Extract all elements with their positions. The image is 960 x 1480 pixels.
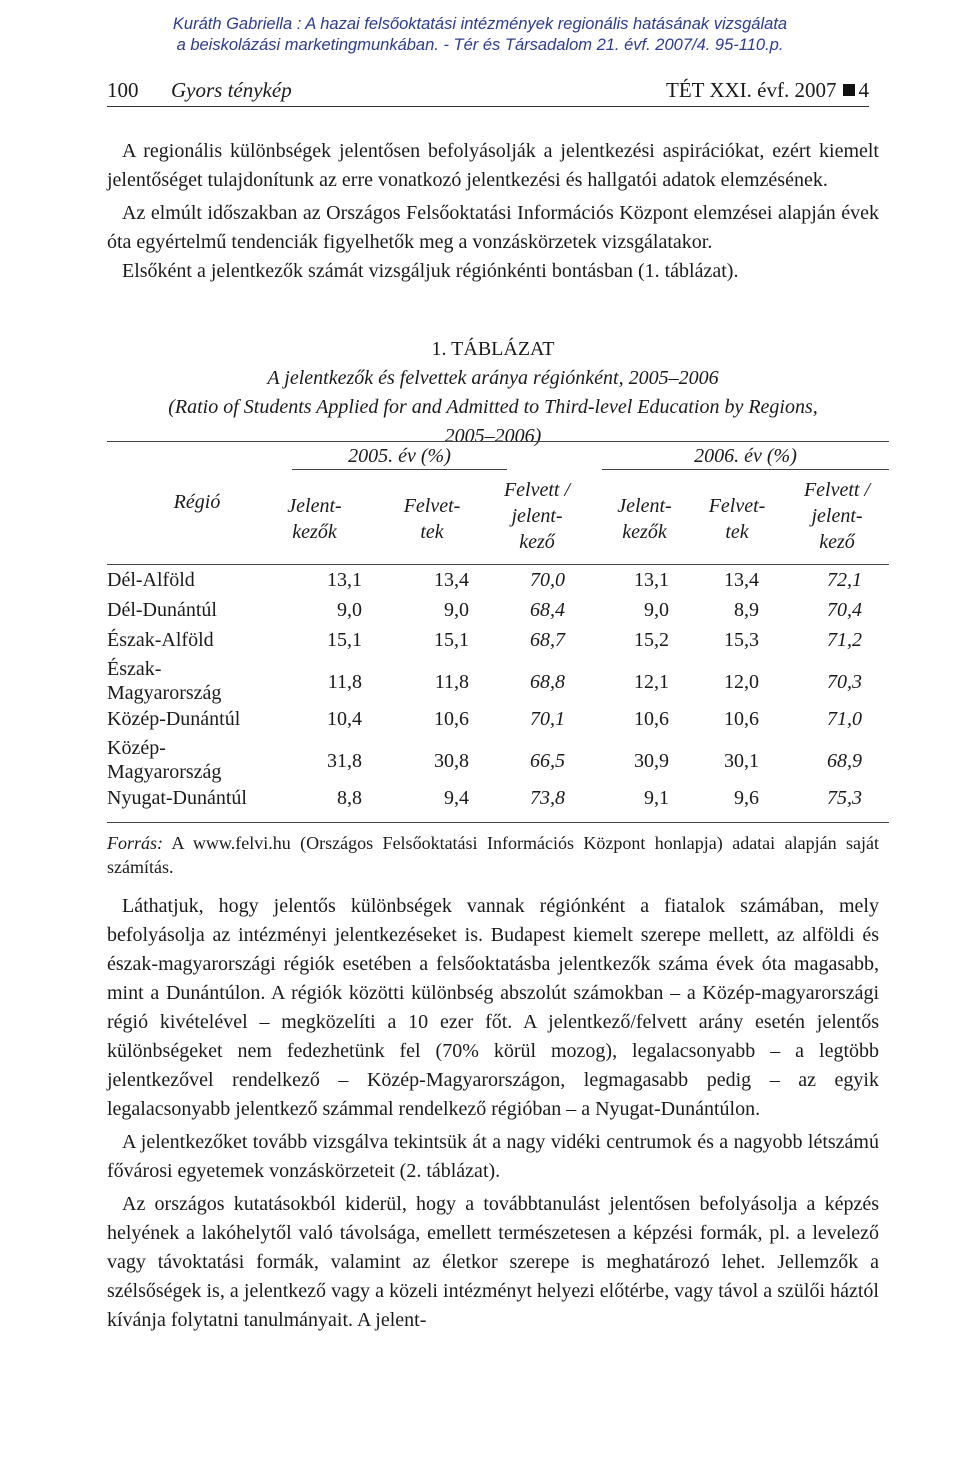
region-name-line: Közép- xyxy=(107,737,166,759)
value-cell: 8,9 xyxy=(734,599,759,621)
journal-name: TÉT XXI. évf. 2007 xyxy=(666,78,837,102)
ratio-cell: 70,0 xyxy=(530,569,565,591)
intro-paragraph-2: Az elmúlt időszakban az Országos Felsőoktatási Információs Központ elemzései alapján évek óta egyértelmű tendenciák figyelhetők meg a vonzáskörzetek vizsgálatakor. xyxy=(107,202,879,253)
ratio-cell: 70,3 xyxy=(827,671,862,693)
table-row xyxy=(107,595,889,625)
region-cell xyxy=(107,567,195,593)
ratio-cell: 70,4 xyxy=(827,599,862,621)
header-line: kező xyxy=(519,531,555,553)
region-cell xyxy=(107,627,214,653)
citation-line-2: a beiskolázási marketingmunkában. - Tér és Társadalom 21. évf. 2007/4. 95-110.p. xyxy=(176,36,784,54)
value-cell: 13,1 xyxy=(634,569,669,591)
ratio-cell: 68,8 xyxy=(530,671,565,693)
ratio-cell: 75,3 xyxy=(827,787,862,809)
col-header-applied-2005 xyxy=(267,493,362,545)
header-line: Jelent- xyxy=(287,495,342,517)
header-line: Felvet- xyxy=(403,495,461,517)
data-table xyxy=(107,441,889,826)
table-source xyxy=(107,831,879,879)
value-cell: 10,6 xyxy=(634,708,669,730)
table-top-rule xyxy=(107,441,889,442)
body-paragraph-3: Az országos kutatásokból kiderül, hogy a továbbtanulást jelentősen befolyásolja a képzés helyének a lakóhelytől való távolsága, emellett természetesen a képzési formák, pl. a levelező vagy távoktatási formák, valamint az életkor szerepe is meghatározó lehet. Jellemzők a szélsőségek is, a jelentkező vagy a közeli intézményt helyezi előtérbe, vagy távol a szülői háztól kívánja folytatni tanulmányait. A jelent- xyxy=(107,1193,879,1331)
citation-header xyxy=(0,14,960,56)
table-subtitle-1: (Ratio of Students Applied for and Admitted to Third-level Education by Regions, xyxy=(168,396,818,418)
value-cell: 10,6 xyxy=(724,708,759,730)
value-cell: 15,1 xyxy=(434,629,469,651)
region-name-line: Magyarország xyxy=(107,761,222,783)
ratio-cell: 73,8 xyxy=(530,787,565,809)
value-cell: 13,4 xyxy=(434,569,469,591)
value-cell: 11,8 xyxy=(434,671,469,693)
table-row xyxy=(107,704,889,734)
header-line: tek xyxy=(420,521,444,543)
ratio-cell: 68,4 xyxy=(530,599,565,621)
value-cell: 9,6 xyxy=(734,787,759,809)
table-subtitle-2: 2005–2006) xyxy=(444,425,542,447)
body-paragraph-1: Láthatjuk, hogy jelentős különbségek vannak régiónként a fiatalok számában, mely befolyásolja az intézményi jelentkezéseket is. Budapest kiemelt szerepe mellett, az alföldi és észak-magyarországi régiók esetében a felsőoktatásba jelentkezők száma évek óta magasabb, mint a Dunántúlon. A régiók közötti különbség abszolút számokban – a Közép-magyarországi régió kivételével – megközelíti a 10 ezer főt. A jelentkező/felvett arány esetén jelentős különbségeket nem fedezhetünk fel (70% körül mozog), legalacsonyabb – a legtöbb jelentkezővel rendelkező – Közép-Magyarországon, legmagasabb pedig – az egyik legalacsonyabb jelentkező számmal rendelkező régióban – a Nyugat-Dunántúlon. xyxy=(107,895,879,1120)
header-line: Jelent- xyxy=(617,495,672,517)
col-header-region: Régió xyxy=(173,491,221,513)
region-cell xyxy=(107,706,240,732)
value-cell: 9,0 xyxy=(444,599,469,621)
region-cell xyxy=(107,785,247,811)
header-line: Felvett / xyxy=(803,479,871,501)
header-line: Felvet- xyxy=(708,495,766,517)
year-2006-header: 2006. év (%) xyxy=(694,445,797,467)
source-text: A www.felvi.hu (Országos Felsőoktatási Információs Központ honlapja) adatai alapján saját számítás. xyxy=(107,833,879,877)
year-2005-header: 2005. év (%) xyxy=(348,445,451,467)
header-line: jelent- xyxy=(511,505,563,527)
year-2006-rule xyxy=(602,469,889,470)
citation-line-1: Kuráth Gabriella : A hazai felsőoktatási intézmények regionális hatásának vizsgálata xyxy=(172,15,788,33)
region-cell xyxy=(107,657,221,705)
col-header-ratio-2005 xyxy=(487,477,587,555)
header-line: tek xyxy=(725,521,749,543)
body-paragraph-2: A jelentkezőket tovább vizsgálva tekintsük át a nagy vidéki centrumok és a nagyobb létszámú fővárosi egyetemek vonzáskörzeteit (2. táblázat). xyxy=(107,1131,879,1182)
intro-paragraph-1: A regionális különbségek jelentősen befolyásolják a jelentkezési aspirációkat, ezért kiemelt jelentőséget tulajdonítunk az erre vonatkozó jelentkezési és hallgatói adatok elemzésének. xyxy=(107,140,879,191)
ratio-cell: 70,1 xyxy=(530,708,565,730)
table-row xyxy=(107,655,889,704)
table-row xyxy=(107,625,889,655)
value-cell: 9,0 xyxy=(644,599,669,621)
table-row xyxy=(107,565,889,595)
value-cell: 13,1 xyxy=(327,569,362,591)
value-cell: 13,4 xyxy=(724,569,759,591)
value-cell: 8,8 xyxy=(337,787,362,809)
region-name-line: Nyugat-Dunántúl xyxy=(107,787,247,809)
table-bottom-rule xyxy=(107,822,889,823)
value-cell: 9,1 xyxy=(644,787,669,809)
header-line: kező xyxy=(819,531,855,553)
table-row xyxy=(107,783,889,813)
value-cell: 11,8 xyxy=(327,671,362,693)
journal-issue xyxy=(666,78,869,103)
region-name-line: Magyarország xyxy=(107,682,222,704)
ratio-cell: 71,0 xyxy=(827,708,862,730)
section-title: Gyors ténykép xyxy=(171,78,292,102)
table-row xyxy=(107,734,889,783)
value-cell: 12,0 xyxy=(724,671,759,693)
region-cell xyxy=(107,736,221,784)
ratio-cell: 68,7 xyxy=(530,629,565,651)
table-number: 1. TÁBLÁZAT xyxy=(431,338,555,360)
region-name-line: Dél-Dunántúl xyxy=(107,599,217,621)
ratio-cell: 71,2 xyxy=(827,629,862,651)
running-head xyxy=(107,76,869,107)
page-number: 100 xyxy=(107,78,139,102)
header-line: kezők xyxy=(622,521,667,543)
value-cell: 30,9 xyxy=(634,750,669,772)
value-cell: 9,4 xyxy=(444,787,469,809)
issue-number: 4 xyxy=(858,78,869,102)
value-cell: 10,6 xyxy=(434,708,469,730)
year-2005-rule xyxy=(292,469,507,470)
col-header-admitted-2006 xyxy=(692,493,782,545)
header-line: jelent- xyxy=(811,505,863,527)
value-cell: 15,3 xyxy=(724,629,759,651)
value-cell: 15,1 xyxy=(327,629,362,651)
header-line: kezők xyxy=(292,521,337,543)
value-cell: 30,1 xyxy=(724,750,759,772)
table-title: A jelentkezők és felvettek aránya régiónként, 2005–2006 xyxy=(267,367,719,389)
square-bullet-icon xyxy=(843,84,855,96)
value-cell: 30,8 xyxy=(434,750,469,772)
value-cell: 9,0 xyxy=(337,599,362,621)
table-caption xyxy=(107,335,879,451)
ratio-cell: 72,1 xyxy=(827,569,862,591)
col-header-applied-2006 xyxy=(597,493,692,545)
header-line: Felvett / xyxy=(503,479,571,501)
ratio-cell: 66,5 xyxy=(530,750,565,772)
intro-text xyxy=(107,137,879,286)
value-cell: 10,4 xyxy=(327,708,362,730)
region-name-line: Közép-Dunántúl xyxy=(107,708,241,730)
region-name-line: Észak-Alföld xyxy=(107,629,214,651)
source-label: Forrás: xyxy=(107,833,164,853)
value-cell: 12,1 xyxy=(634,671,669,693)
ratio-cell: 68,9 xyxy=(827,750,862,772)
intro-paragraph-3: Elsőként a jelentkezők számát vizsgáljuk régiónkénti bontásban (1. táblázat). xyxy=(122,260,739,282)
region-name-line: Észak- xyxy=(107,658,162,680)
region-cell xyxy=(107,597,217,623)
value-cell: 15,2 xyxy=(634,629,669,651)
col-header-ratio-2006 xyxy=(787,477,887,555)
region-name-line: Dél-Alföld xyxy=(107,569,195,591)
value-cell: 31,8 xyxy=(327,750,362,772)
col-header-admitted-2005 xyxy=(387,493,477,545)
body-text xyxy=(107,892,879,1335)
